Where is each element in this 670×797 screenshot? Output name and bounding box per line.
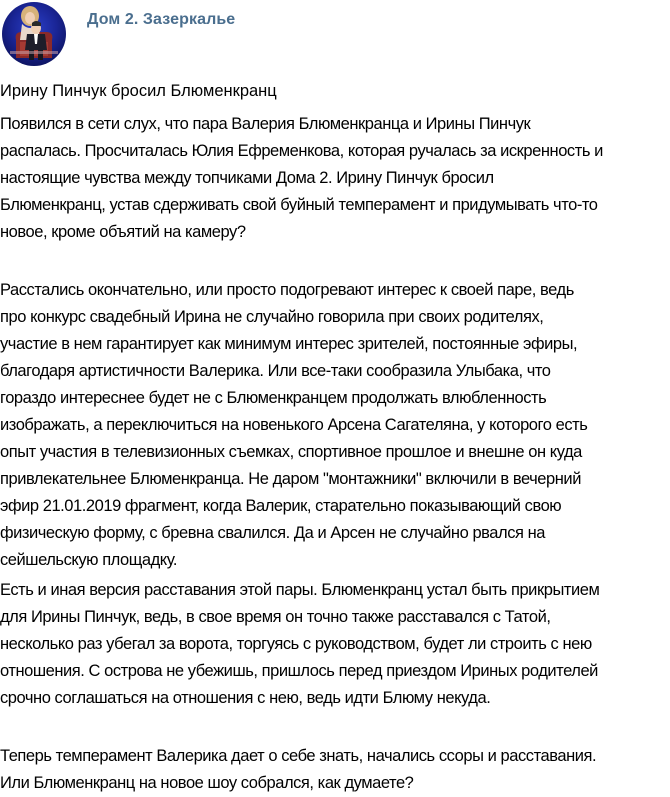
text-line: Теперь темперамент Валерика дает о себе знать, начались ссоры и расставания.: [0, 747, 597, 765]
text-line: опыт участия в телевизионных съемках, спортивное прошлое и внешне он куда: [0, 443, 582, 461]
channel-avatar-image-icon: [2, 2, 66, 66]
text-line: привлекательнее Блюменкранца. Не даром "монтажники" включили в вечерний: [0, 470, 581, 488]
text-line: Есть и иная версия расставания этой пары. Блюменкранц устал быть прикрытием: [0, 581, 600, 599]
post-paragraph-4: [0, 743, 596, 797]
text-line: про конкурс свадебный Ирина не случайно говорила при своих родителях,: [0, 308, 544, 326]
text-line: новое, кроме объятий на камеру?: [0, 223, 246, 241]
text-line: сейшельскую площадку.: [0, 551, 178, 569]
text-line: настоящие чувства между топчиками Дома 2. Ирину Пинчук бросил: [0, 169, 494, 187]
text-line: отношения. С острова не убежишь, пришлось перед приездом Ириных родителей: [0, 662, 598, 680]
text-line: распалась. Просчиталась Юлия Ефременкова, которая ручалась за искренность и: [0, 142, 603, 160]
text-line: благодаря артистичности Валерика. Или все-таки сообразила Улыбака, что: [0, 362, 551, 380]
post-paragraph-3: [0, 577, 599, 712]
text-line: Блюменкранц, устав сдерживать свой буйный темперамент и придумывать что-то: [0, 196, 598, 214]
text-line: несколько раз убегал за ворота, торгуясь с руководством, будет ли строить с нею: [0, 635, 592, 653]
post-title: Ирину Пинчук бросил Блюменкранц: [0, 82, 277, 100]
text-line: эфир 21.01.2019 фрагмент, когда Валерик, старательно показывающий свою: [0, 497, 562, 515]
text-line: для Ирины Пинчук, ведь, в свое время он точно также расставался с Татой,: [0, 608, 551, 626]
channel-name-link[interactable]: Дом 2. Зазеркалье: [87, 11, 236, 28]
text-line: Появился в сети слух, что пара Валерия Блюменкранца и Ирины Пинчук: [0, 115, 531, 133]
post-paragraph-2: [0, 277, 587, 574]
text-line: срочно соглашаться на отношения с нею, ведь идти Блюму некуда.: [0, 689, 491, 707]
text-line: физическую форму, с бревна свалился. Да и Арсен не случайно рвался на: [0, 524, 546, 542]
text-line: участие в нем гарантирует как минимум интерес зрителей, постоянные эфиры,: [0, 335, 578, 353]
post-paragraph-1: [0, 111, 603, 246]
channel-avatar[interactable]: [2, 2, 66, 66]
post-body: [0, 80, 670, 792]
text-line: Расстались окончательно, или просто подогревают интерес к своей паре, ведь: [0, 281, 574, 299]
text-line: изображать, а переключиться на новенького Арсена Сагателяна, у которого есть: [0, 416, 588, 434]
post-header: [0, 0, 670, 70]
text-line: гораздо интереснее будет не с Блюменкранцем продолжать влюбленность: [0, 389, 547, 407]
text-line: Или Блюменкранц на новое шоу собрался, как думаете?: [0, 774, 414, 792]
